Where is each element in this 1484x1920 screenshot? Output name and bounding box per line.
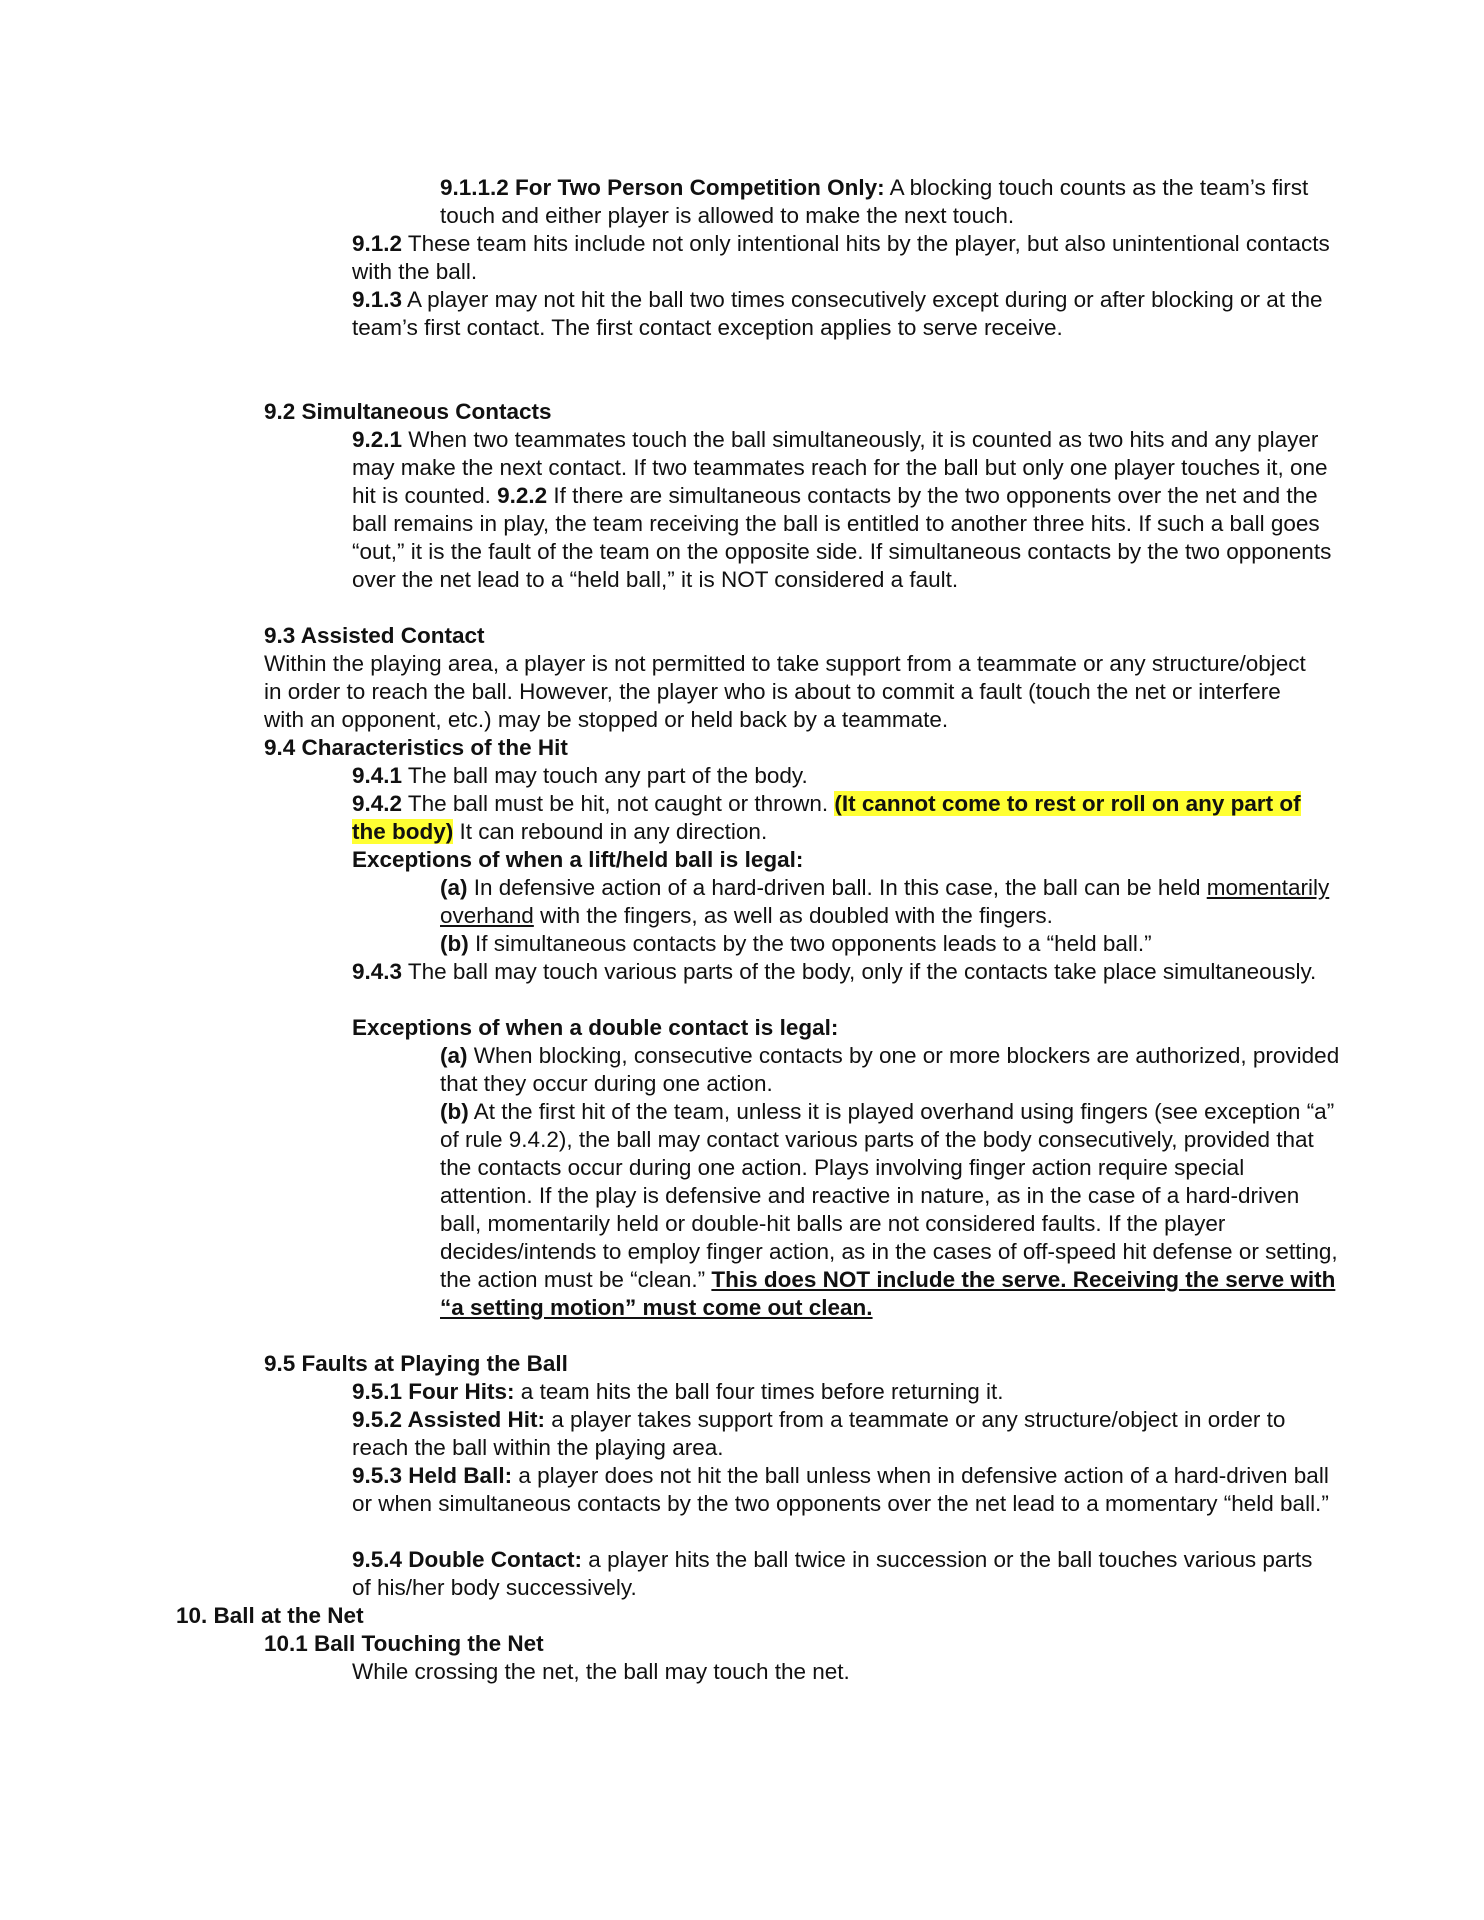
rule-text: a team hits the ball four times before returning it. [514, 1379, 1004, 1404]
rule-number: 9.5.2 Assisted Hit: [352, 1407, 545, 1432]
rule-number: 9.4.3 [352, 959, 403, 984]
paragraph-9-3: Within the playing area, a player is not permitted to take support from a teammate or any structure/object in order to reach the ball. However, the player who is about to commit a fault (touch the net or interfere with an opponent, etc.) may be stopped or held back by a teammate. [264, 651, 1306, 732]
rule-number: 9.1.2 [352, 231, 403, 256]
section-heading-9-4: 9.4 Characteristics of the Hit [264, 735, 568, 760]
rule-text: It can rebound in any direction. [453, 819, 768, 844]
section-heading-9-3: 9.3 Assisted Contact [264, 623, 485, 648]
emphasized-text: This does NOT include the serve. Receiving the serve with “a setting motion” must come out clean. [440, 1267, 1336, 1320]
rule-number: 9.4.1 [352, 763, 403, 788]
rule-9-4-1 [352, 762, 1332, 790]
rule-9-1-1-2 [440, 174, 1340, 230]
rule-9-5-3 [352, 1462, 1332, 1518]
rule-9-5-4 [352, 1546, 1332, 1602]
rule-text: A blocking touch counts as the team’s first touch and either player is allowed to make the next touch. [440, 175, 1309, 228]
rule-number: 9.5.1 Four Hits: [352, 1379, 515, 1404]
rule-9-5-2 [352, 1406, 1332, 1462]
exception-label: (b) [440, 1099, 469, 1124]
rule-number: 9.5.4 Double Contact: [352, 1547, 583, 1572]
rule-text: The ball may touch various parts of the body, only if the contacts take place simultaneously. [402, 959, 1317, 984]
section-heading-9-2: 9.2 Simultaneous Contacts [264, 399, 552, 424]
exception-b-lift: (b) If simultaneous contacts by the two opponents leads to a “held ball.” [440, 931, 1152, 956]
rule-number: 9.1.3 [352, 287, 403, 312]
rule-text: When two teammates touch the ball simultaneously, it is counted as two hits and any player may make the next contact. If two teammates reach for the ball but only one player touches it, one hit is counted. [352, 427, 1328, 508]
rule-text: A player may not hit the ball two times consecutively except during or after blocking or at the team’s first contact. The first contact exception applies to serve receive. [352, 287, 1323, 340]
exceptions-heading-lift: Exceptions of when a lift/held ball is legal: [352, 847, 804, 872]
rule-9-2-1 [352, 426, 1332, 594]
rule-9-1-3 [352, 286, 1332, 342]
rule-9-4-3 [352, 958, 1332, 986]
exceptions-heading-double: Exceptions of when a double contact is legal: [352, 1015, 839, 1040]
section-heading-9-5: 9.5 Faults at Playing the Ball [264, 1351, 568, 1376]
underlined-text: momentarily overhand [440, 875, 1330, 928]
rule-text: a player does not hit the ball unless when in defensive action of a hard-driven ball or when simultaneous contacts by the two opponents over the net lead to a momentary “held ball.” [352, 1463, 1329, 1516]
rule-9-5-1 [352, 1378, 1332, 1406]
exception-label: (a) [440, 875, 468, 900]
paragraph-10-1: While crossing the net, the ball may touch the net. [352, 1659, 850, 1684]
rule-9-1-2 [352, 230, 1332, 286]
exception-label: (b) [440, 931, 469, 956]
exception-b-double: (b) At the first hit of the team, unless it is played overhand using fingers (see exception “a” of rule 9.4.2), the ball may contact various parts of the body consecutively, provided that the contacts occur during one action. Plays involving finger action require special attention. If the play is defensive and reactive in nature, as in the case of a hard-driven ball, momentarily held or double-hit balls are not considered faults. If the player decides/intends to employ finger action, as in the cases of off-speed hit defense or setting, the action must be “clean.” This does NOT include the serve. Receiving the serve with “a setting motion” must come out clean. [440, 1099, 1338, 1320]
exception-a-lift: (a) In defensive action of a hard-driven ball. In this case, the ball can be held momentarily overhand with the fingers, as well as doubled with the fingers. [440, 875, 1330, 928]
rule-number: 9.2.2 [497, 483, 548, 508]
highlighted-text: (It cannot come to rest or roll on any part of the body) [352, 791, 1301, 844]
section-heading-10-1: 10.1 Ball Touching the Net [264, 1631, 544, 1656]
rule-text: The ball must be hit, not caught or thrown. [402, 791, 835, 816]
rule-text: If there are simultaneous contacts by the two opponents over the net and the ball remains in play, the team receiving the ball is entitled to another three hits. If such a ball goes “out,” it is the fault of the team on the opposite side. If simultaneous contacts by the two opponents over the net lead to a “held ball,” it is NOT considered a fault. [352, 483, 1332, 592]
rule-number: 9.5.3 Held Ball: [352, 1463, 513, 1488]
exception-label: (a) [440, 1043, 468, 1068]
rule-9-4-2 [352, 790, 1332, 846]
rule-number: 9.2.1 [352, 427, 403, 452]
chapter-heading-10: 10. Ball at the Net [176, 1603, 364, 1628]
rule-number: 9.4.2 [352, 791, 403, 816]
rule-text: These team hits include not only intentional hits by the player, but also unintentional contacts with the ball. [352, 231, 1330, 284]
rule-number: 9.1.1.2 For Two Person Competition Only: [440, 175, 885, 200]
rule-text: The ball may touch any part of the body. [402, 763, 808, 788]
rule-text: a player takes support from a teammate or any structure/object in order to reach the ball within the playing area. [352, 1407, 1286, 1460]
exception-a-double: (a) When blocking, consecutive contacts by one or more blockers are authorized, provided that they occur during one action. [440, 1043, 1340, 1096]
rule-text: a player hits the ball twice in succession or the ball touches various parts of his/her body successively. [352, 1547, 1313, 1600]
